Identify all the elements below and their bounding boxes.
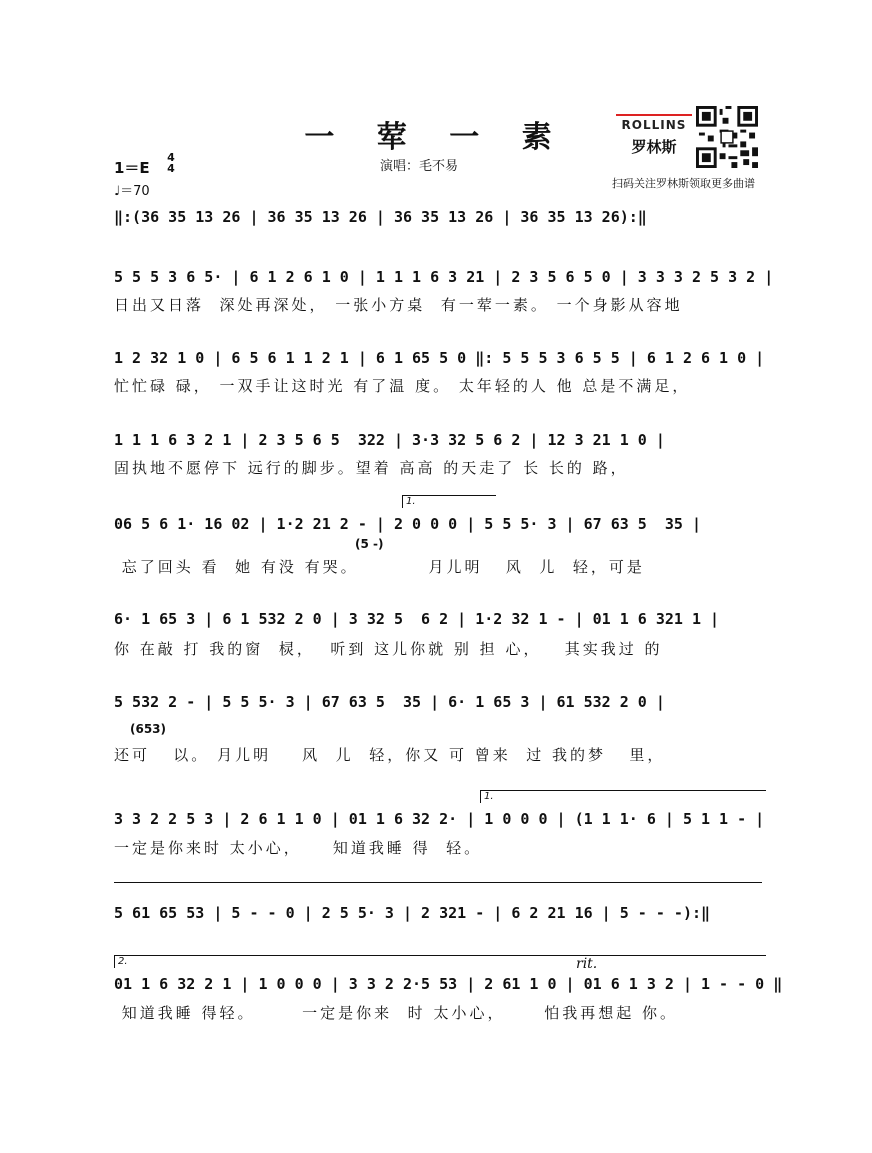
score-line-8-lyrics: 一定是你来时 太小心， 知道我睡 得 轻。 xyxy=(114,839,483,857)
score-line-2-lyrics: 日出又日落 深处再深处， 一张小方桌 有一荤一素。 一个身影从容地 xyxy=(114,296,683,314)
volta-1-bracket-2: 1. xyxy=(480,790,766,803)
volta-2-bracket: 2. xyxy=(114,955,766,968)
logo-brand-cn: 罗林斯 xyxy=(631,138,677,156)
score-line-5-lyrics: 忘了回头 看 她 有没 有哭。 月儿明 风 儿 轻，可是 xyxy=(114,558,645,576)
volta-continuation-line xyxy=(114,882,762,883)
score-line-6-notes: 6· 1 65 3 | 6 1 532 2 0 | 3 32 5 6 2 | 1·2 32 1 - | 01 1 6 321 1 | xyxy=(114,610,720,628)
logo-brand-en: ROLLINS xyxy=(612,114,696,132)
score-line-7-notes: 5 532 2 - | 5 5 5· 3 | 67 63 5 35 | 6· 1 65 3 | 61 532 2 0 | xyxy=(114,693,665,711)
promo-caption: 扫码关注罗林斯领取更多曲谱 xyxy=(612,177,755,190)
score-line-5-notes: 06 5 6 1· 16 02 | 1·2 21 2 - | 2 0 0 0 | 5 5 5· 3 | 67 63 5 35 | xyxy=(114,515,701,533)
time-signature-top: 4 xyxy=(167,151,175,164)
key-signature: 1＝E xyxy=(114,159,150,177)
score-line-4-lyrics: 固执地不愿停下 远行的脚步。望着 高高 的天走了 长 长的 路， xyxy=(114,459,629,477)
score-line-7-lyrics: 还可 以。 月儿明 风 儿 轻，你又 可 曾来 过 我的梦 里， xyxy=(114,746,666,764)
score-line-6-lyrics: 你 在敲 打 我的窗 棂， 听到 这儿你就 别 担 心， 其实我过 的 xyxy=(114,640,663,658)
score-line-4-notes: 1 1 1 6 3 2 1 | 2 3 5 6 5 322 | 3·3 32 5 6 2 | 12 3 21 1 0 | xyxy=(114,431,665,449)
score-line-10-lyrics: 知道我睡 得轻。 一定是你来 时 太小心， 怕我再想起 你。 xyxy=(114,1004,679,1022)
alt-note-5: (5 -) xyxy=(355,537,384,551)
qr-code-icon[interactable] xyxy=(696,106,758,168)
score-line-10-notes: 01 1 6 32 2 1 | 1 0 0 0 | 3 3 2 2·5 53 | 2 61 1 0 | 01 6 1 3 2 | 1 - - 0 ‖ xyxy=(114,975,783,993)
score-line-9-notes: 5 61 65 53 | 5 - - 0 | 2 5 5· 3 | 2 321 - | 6 2 21 16 | 5 - - -):‖ xyxy=(114,904,711,922)
score-line-1-notes: ‖:(36 35 13 26 | 36 35 13 26 | 36 35 13 26 | 36 35 13 26):‖ xyxy=(114,208,647,226)
alt-note-653: (653) xyxy=(130,722,167,736)
score-line-3-notes: 1 2 32 1 0 | 6 5 6 1 1 2 1 | 6 1 65 5 0 ‖: 5 5 5 3 6 5 5 | 6 1 2 6 1 0 | xyxy=(114,349,765,367)
score-line-8-notes: 3 3 2 2 5 3 | 2 6 1 1 0 | 01 1 6 32 2· | 1 0 0 0 | (1 1 1· 6 | 5 1 1 - | xyxy=(114,810,765,828)
rollins-logo xyxy=(612,114,696,157)
volta-1-bracket: 1. xyxy=(402,495,496,508)
song-title: 一 荤 一 素 xyxy=(304,120,568,155)
rit-marking: rit. xyxy=(576,956,598,972)
tempo-marking: ♩＝70 xyxy=(114,184,150,199)
time-signature-bottom: 4 xyxy=(167,162,175,175)
score-line-3-lyrics: 忙忙碌 碌， 一双手让这时光 有了温 度。 太年轻的人 他 总是不满足， xyxy=(114,377,691,395)
time-signature xyxy=(166,152,176,174)
singer-credit: 演唱：毛不易 xyxy=(380,159,459,174)
score-line-2-notes: 5 5 5 3 6 5· | 6 1 2 6 1 0 | 1 1 1 6 3 21 | 2 3 5 6 5 0 | 3 3 3 2 5 3 2 | xyxy=(114,268,774,286)
